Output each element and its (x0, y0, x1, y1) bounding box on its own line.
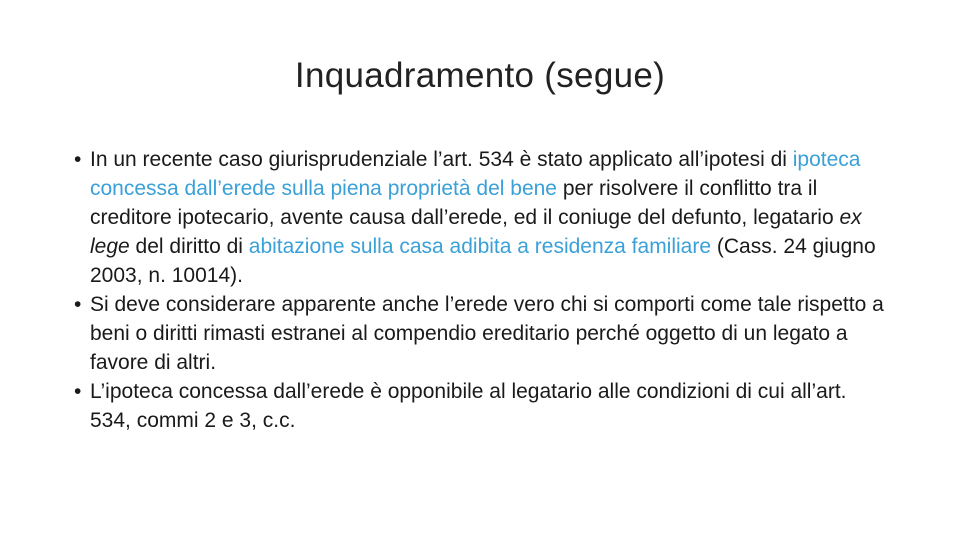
bullet-dot: • (74, 148, 82, 171)
bullet-item-3 (70, 377, 890, 435)
bullet-1-text: In un recente caso giurisprudenziale l’art. 534 è stato applicato all’ipotesi di (90, 148, 793, 171)
bullet-1-italic-ex-lege: ex lege (90, 206, 862, 258)
bullet-dot: • (74, 293, 82, 316)
bullet-item-2 (70, 290, 890, 377)
bullet-3-text: L’ipoteca concessa dall’erede è opponibile al legatario alle condizioni di cui all’art. 534, commi 2 e 3, c.c. (90, 380, 847, 432)
bullet-1-text-3: del diritto di (129, 235, 249, 258)
bullet-1-highlight-ipoteca: ipoteca concessa dall’erede sulla piena proprietà del bene (90, 148, 861, 200)
bullet-item-1 (70, 145, 890, 290)
bullet-1-highlight-abitazione: abitazione sulla casa adibita a residenza familiare (248, 235, 712, 258)
bullet-1-text-4: (Cass. 24 giugno 2003, n. 10014). (90, 235, 876, 287)
bullet-list (70, 145, 890, 435)
slide-title: Inquadramento (segue) (294, 56, 666, 95)
bullet-dot: • (74, 380, 82, 403)
bullet-1-text-2: per risolvere il conflitto tra il creditore ipotecario, avente causa dall’erede, ed il coniuge del defunto, legatario (90, 177, 840, 229)
bullet-2-text: Si deve considerare apparente anche l’erede vero chi si comporti come tale rispetto a beni o diritti rimasti estranei al compendio ereditario perché oggetto di un legato a favore di altri. (90, 293, 884, 374)
